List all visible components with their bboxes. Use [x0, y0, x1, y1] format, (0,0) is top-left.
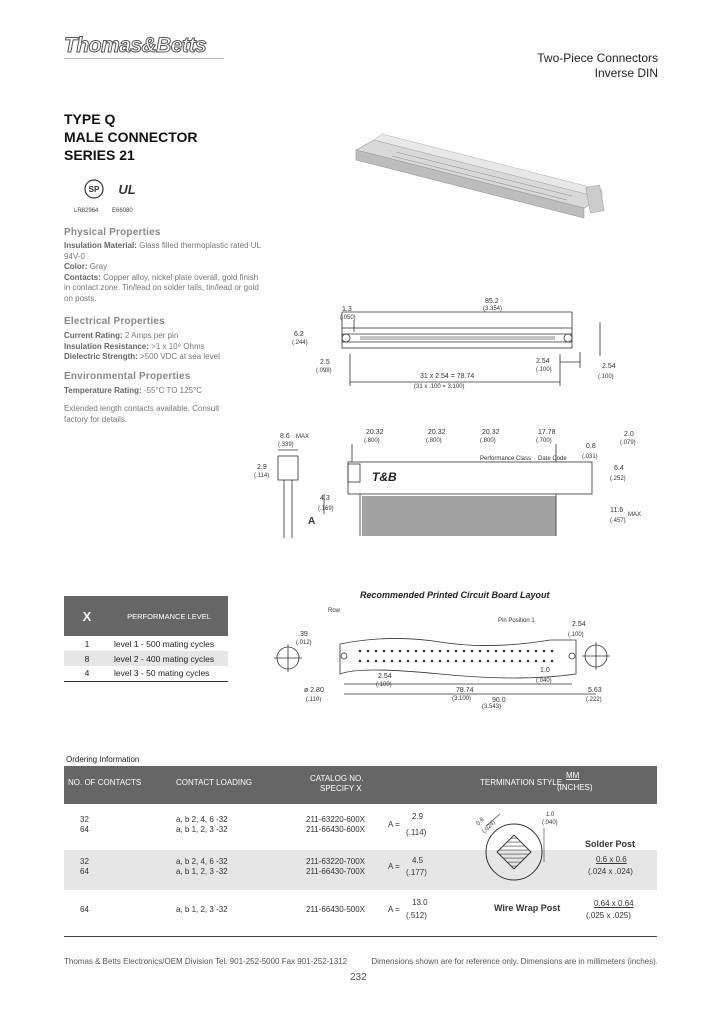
- dim-g1-in: (.800): [364, 438, 380, 444]
- perf-desc: level 3 - 50 mating cycles: [114, 668, 210, 679]
- catalog-value: 211-63220-600X: [306, 815, 366, 824]
- post-d-in: (.024): [481, 819, 497, 836]
- pcb-r2-mm: 1.0: [540, 667, 550, 674]
- dim-d1-in: (.050): [340, 315, 356, 321]
- contacts-value: 64: [80, 867, 89, 876]
- pcb-row-label: Row: [328, 608, 341, 614]
- pcb-pin1-label: Pin Position 1: [498, 618, 535, 624]
- catalog-value: 211-66430-700X: [306, 867, 366, 876]
- brand-mark: T&B: [372, 470, 397, 484]
- g3-a-mm: 13.0: [412, 898, 428, 907]
- col-units-in: (INCHES): [557, 783, 593, 792]
- g3-style-in: (.025 x .025): [586, 911, 631, 920]
- pcb-span-mm: 78.74: [456, 687, 474, 694]
- dim-w-mm: 8.6: [280, 433, 290, 440]
- dim-end-mm: 2.54: [602, 363, 616, 370]
- loading-value: a, b 1, 2, 3 -32: [176, 825, 228, 834]
- catalog-value: 211-66430-600X: [306, 825, 366, 834]
- dim-g6-mm: 2.0: [624, 431, 634, 438]
- connector-photo: [352, 112, 612, 220]
- dim-end-in: (.100): [598, 374, 614, 380]
- perf-col-level: PERFORMANCE LEVEL: [127, 611, 211, 621]
- logo-underline: [64, 58, 224, 59]
- col-contacts: NO. OF CONTACTS: [68, 778, 142, 787]
- g1-a-in: (.114): [406, 828, 427, 837]
- g3-contacts: 64: [80, 905, 89, 914]
- dim-overall-in: (3.354): [483, 306, 503, 312]
- col-catalog: CATALOG NO.: [310, 774, 364, 783]
- perf-x: 1: [84, 638, 90, 649]
- footer-contact: Thomas & Betts Electronics/OEM Division Tel. 901-252-5000 Fax 901-252-1312: [64, 957, 348, 966]
- dim-d1-mm: 1.3: [342, 306, 352, 313]
- g3-style: Wire Wrap Post: [494, 903, 561, 913]
- g1-style-in: (.024 x .024): [588, 867, 633, 876]
- g3-a-label: A =: [388, 905, 400, 914]
- side-view-drawing: [254, 426, 314, 546]
- dim-g2-in: (.800): [426, 438, 442, 444]
- subcategory-title: Inverse DIN: [594, 66, 658, 80]
- title-line-1: TYPE Q: [64, 111, 116, 127]
- dielectric-value: >500 VDC at sea level: [140, 352, 220, 361]
- brand-logo: Thomas&Betts: [64, 34, 207, 57]
- dim-g8-mm: 11.6: [610, 507, 624, 514]
- front-view-drawing: [310, 424, 655, 554]
- dim-g6-in: (.079): [620, 440, 636, 446]
- perf-col-x: X: [82, 608, 92, 624]
- resistance-label: Insulation Resistance:: [64, 341, 149, 351]
- date-code-label: Date Code: [538, 456, 567, 462]
- perf-desc: level 1 - 500 mating cycles: [114, 638, 215, 649]
- pcb-p1-mm: 2.54: [378, 673, 392, 680]
- pcb-left-in: (.012): [296, 640, 312, 646]
- pcb-hole-rows: [359, 650, 554, 663]
- perf-desc: level 2 - 400 mating cycles: [114, 653, 215, 664]
- performance-table: [64, 596, 228, 682]
- ul-icon: [117, 180, 137, 198]
- dim-g8-max: MAX: [628, 512, 642, 518]
- perf-x: 4: [84, 668, 90, 679]
- pcb-span-in: (3.100): [452, 696, 472, 702]
- dim-h-in: (.169): [318, 506, 334, 512]
- g3-loading: a, b 1, 2, 3 -32: [176, 905, 228, 914]
- g3-a-in: (.512): [406, 911, 427, 920]
- pcb-span2-mm: 90.0: [492, 697, 506, 704]
- pcb-layout-drawing: [270, 604, 620, 708]
- dim-t-in: (.114): [254, 473, 270, 479]
- dim-g5-mm: 0.8: [586, 443, 596, 450]
- pcb-r2-in: (.040): [536, 678, 552, 684]
- dim-g4-mm: 17.78: [538, 429, 556, 436]
- pcb-title: Recommended Printed Circuit Board Layout: [360, 590, 550, 600]
- g3-catalog: 211-66430-500X: [306, 905, 366, 914]
- loading-value: a, b 2, 4, 6 -32: [176, 857, 228, 866]
- ordering-title: Ordering Information: [66, 755, 140, 764]
- dim-g4-in: (.700): [536, 438, 552, 444]
- pcb-left-mm: .39: [298, 631, 308, 638]
- dim-g3-in: (.800): [480, 438, 496, 444]
- title-line-3: SERIES 21: [64, 147, 135, 163]
- dim-g7-mm: 6.4: [614, 465, 624, 472]
- pcb-r1-mm: 2.54: [572, 621, 586, 628]
- dim-w-max: MAX: [296, 434, 310, 440]
- dim-a-label: A: [308, 516, 316, 527]
- loading-value: a, b 1, 2, 3 -32: [176, 867, 228, 876]
- post-d-mm: 0.6: [475, 816, 486, 828]
- physical-heading: Physical Properties: [64, 227, 161, 238]
- g1-a-mm: 2.9: [412, 812, 424, 821]
- contacts-value: 64: [80, 825, 89, 834]
- g1-style-mm: 0.6 x 0.6: [596, 855, 627, 864]
- current-value: 2 Amps per pin: [124, 331, 179, 340]
- g3-style-mm: 0.64 x 0.64: [594, 899, 634, 908]
- dim-overall-mm: 85.2: [485, 298, 499, 305]
- g2-a-label: A =: [388, 862, 400, 871]
- ul-code: E66080: [112, 208, 133, 214]
- temp-label: Temperature Rating:: [64, 386, 142, 395]
- post-c-in: (.040): [542, 820, 558, 826]
- post-section-diagram: [472, 806, 584, 890]
- dim-t-mm: 2.9: [257, 464, 267, 471]
- pcb-p1-in: (.100): [376, 682, 392, 688]
- electrical-heading: Electrical Properties: [64, 316, 165, 327]
- title-line-2: MALE CONNECTOR: [64, 129, 198, 145]
- dim-w-in: (.339): [278, 442, 294, 448]
- col-catalog-specify: SPECIFY X: [320, 784, 362, 793]
- environmental-heading: Environmental Properties: [64, 371, 191, 382]
- electrical-text: [64, 331, 264, 363]
- resistance-value: >1 x 10⁹ Ohms: [151, 341, 205, 351]
- color-value: Gray: [89, 262, 108, 271]
- pcb-edge-mm: 5.63: [588, 687, 602, 694]
- dim-span-mm: 31 x 2.54 = 78.74: [420, 373, 475, 380]
- dim-d3-mm: 2.5: [320, 359, 330, 366]
- contacts-label: Contacts:: [64, 272, 101, 282]
- pcb-hole-mm: ø 2.80: [304, 687, 324, 694]
- g1-catalog: [306, 815, 365, 835]
- post-c-mm: 1.0: [546, 812, 555, 818]
- dim-g1-mm: 20.32: [366, 429, 384, 436]
- g2-contacts: [80, 857, 89, 877]
- footer-disclaimer: Dimensions shown are for reference only. Dimensions are in millimeters (inches).: [371, 957, 658, 966]
- cert-symbol-csa: SP: [88, 185, 100, 194]
- col-units-mm: MM: [566, 771, 580, 780]
- contacts-value: 32: [80, 857, 89, 866]
- environmental-text: [64, 386, 264, 397]
- performance-table-header: [64, 596, 228, 636]
- g1-loading: [176, 815, 228, 835]
- g2-catalog: [306, 857, 365, 877]
- contacts-value: Copper alloy, nickel plate overall, gold finish in contact zone. Tin/lead on solder tails, tin/lead or gold on posts.: [64, 272, 259, 303]
- product-title: [64, 110, 198, 164]
- dim-span-in: (31 x .100 = 3.100): [414, 384, 465, 390]
- col-loading: CONTACT LOADING: [176, 778, 253, 787]
- extended-note: Extended length contacts available. Consult factory for details.: [64, 404, 220, 424]
- csa-icon: [84, 178, 104, 200]
- ordering-bottom-rule: [64, 936, 657, 937]
- category-title: Two-Piece Connectors: [537, 51, 658, 65]
- table-row: [64, 636, 228, 651]
- csa-code: LR82964: [74, 208, 99, 214]
- catalog-value: 211-63220-700X: [306, 857, 366, 866]
- table-row: [64, 666, 228, 681]
- top-view-drawing: [290, 292, 620, 402]
- insulation-label: Insulation Material:: [64, 241, 137, 250]
- pcb-r1-in: (.100): [568, 632, 584, 638]
- pcb-edge-in: (.222): [586, 697, 602, 703]
- g1-a-label: A =: [388, 820, 400, 829]
- perf-x: 8: [84, 653, 90, 664]
- dim-d2-in: (.244): [292, 340, 308, 346]
- dim-g7-in: (.252): [610, 476, 626, 482]
- g2-a-in: (.177): [406, 868, 427, 877]
- dim-pitch-mm: 2.54: [536, 358, 550, 365]
- pcb-hole-in: (.110): [306, 697, 322, 703]
- loading-value: a, b 2, 4, 6 -32: [176, 815, 228, 824]
- dim-h-mm: 4.3: [320, 495, 330, 502]
- dim-g3-mm: 20.32: [482, 429, 500, 436]
- g2-a-mm: 4.5: [412, 856, 424, 865]
- insulation-value: Glass filled thermoplastic rated UL 94V-0: [64, 241, 261, 261]
- dim-d2-mm: 6.2: [294, 331, 304, 338]
- g2-loading: [176, 857, 228, 877]
- cert-symbol-ul: UL: [118, 182, 136, 197]
- table-row: [64, 651, 228, 666]
- dielectric-label: Dielectric Strength:: [64, 352, 138, 361]
- current-label: Current Rating:: [64, 331, 123, 340]
- perf-class-label: Performance Class: [480, 456, 532, 462]
- dim-g2-mm: 20.32: [428, 429, 446, 436]
- ordering-header: [64, 766, 657, 804]
- dim-d3-in: (.098): [316, 368, 332, 374]
- g1-style: Solder Post: [585, 839, 636, 849]
- physical-text: [64, 241, 264, 304]
- pcb-span2-in: (3.543): [482, 704, 502, 710]
- col-termination: TERMINATION STYLE: [480, 778, 563, 787]
- dim-g5-in: (.031): [582, 454, 598, 460]
- page-number: 232: [350, 972, 367, 983]
- color-label: Color:: [64, 262, 88, 271]
- dim-g8-in: (.457): [610, 518, 626, 524]
- dim-pitch-in: (.100): [536, 367, 552, 373]
- contacts-value: 32: [80, 815, 89, 824]
- g1-contacts: [80, 815, 89, 835]
- temp-value: -55°C TO 125°C: [143, 386, 203, 395]
